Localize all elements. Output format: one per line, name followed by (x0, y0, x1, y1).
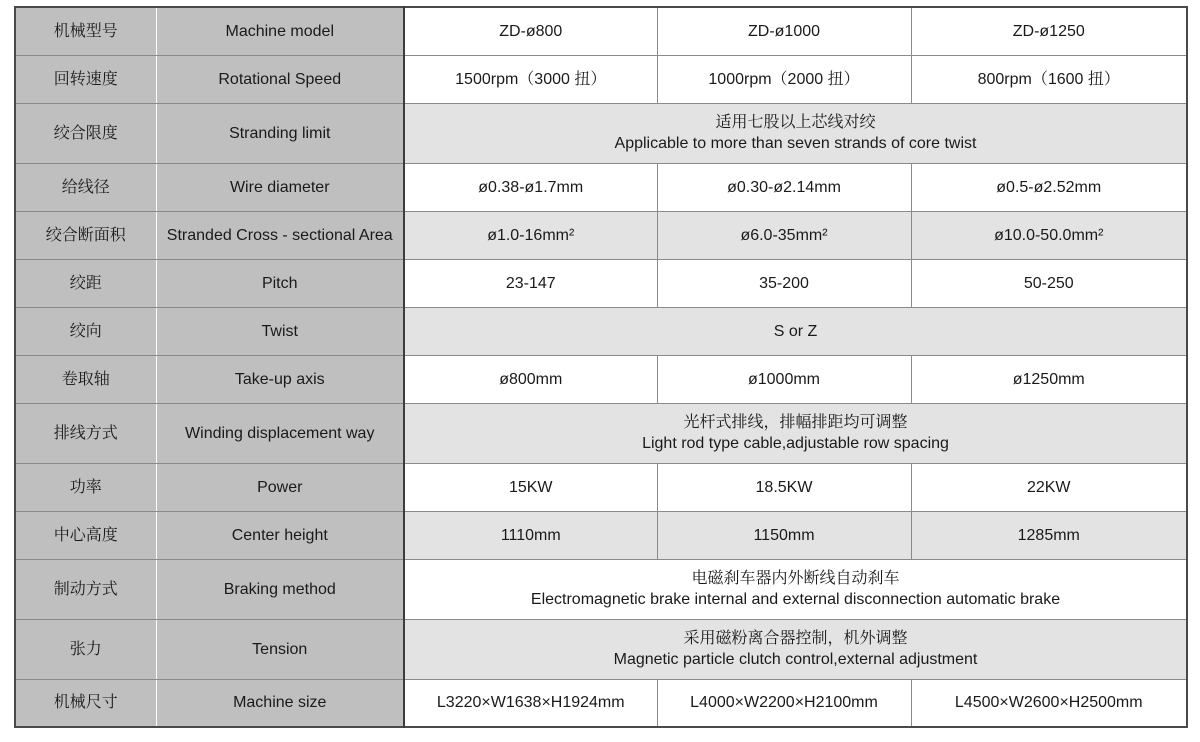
cell-value: 35-200 (657, 259, 911, 307)
row-label-en: Tension (156, 619, 404, 679)
row-label-zh: 绞距 (15, 259, 156, 307)
cell-value: 1110mm (404, 511, 657, 559)
cell-value: ZD-ø800 (404, 7, 657, 55)
merged-text-zh: 采用磁粉离合器控制，机外调整 (683, 630, 908, 647)
row-label-en: Stranding limit (156, 103, 404, 163)
cell-value: 22KW (911, 463, 1187, 511)
row-label-en: Center height (156, 511, 404, 559)
row-label-zh: 中心高度 (15, 511, 156, 559)
row-label-zh: 给线径 (15, 163, 156, 211)
cell-value: ø1.0-16mm² (404, 211, 657, 259)
cell-value: 1150mm (657, 511, 911, 559)
table-row (15, 511, 1187, 559)
row-label-en: Braking method (156, 559, 404, 619)
cell-value: ø10.0-50.0mm² (911, 211, 1187, 259)
cell-value: ø1250mm (911, 355, 1187, 403)
merged-text-zh: 光杆式排线，排幅排距均可调整 (683, 414, 908, 431)
row-label-zh: 回转速度 (15, 55, 156, 103)
cell-value: ø0.5-ø2.52mm (911, 163, 1187, 211)
cell-value: ø0.38-ø1.7mm (404, 163, 657, 211)
cell-value: L3220×W1638×H1924mm (404, 679, 657, 727)
cell-value: ø0.30-ø2.14mm (657, 163, 911, 211)
merged-cell (404, 559, 1187, 619)
merged-cell: S or Z (404, 307, 1187, 355)
cell-value: 1000rpm（2000 扭） (657, 55, 911, 103)
cell-value: ZD-ø1250 (911, 7, 1187, 55)
cell-value: 1285mm (911, 511, 1187, 559)
table-row (15, 355, 1187, 403)
cell-value: ø800mm (404, 355, 657, 403)
table-row (15, 163, 1187, 211)
merged-cell (404, 403, 1187, 463)
row-label-zh: 卷取轴 (15, 355, 156, 403)
cell-value: L4000×W2200×H2100mm (657, 679, 911, 727)
row-label-zh: 制动方式 (15, 559, 156, 619)
table-row (15, 679, 1187, 727)
cell-value: 50-250 (911, 259, 1187, 307)
merged-text-en: Magnetic particle clutch control,external adjustment (613, 651, 978, 668)
table-row (15, 403, 1187, 463)
row-label-en: Pitch (156, 259, 404, 307)
spec-table (14, 6, 1188, 728)
row-label-en: Winding displacement way (156, 403, 404, 463)
cell-value: 15KW (404, 463, 657, 511)
spec-table-body (15, 7, 1187, 727)
merged-text-zh: 适用七股以上芯线对绞 (715, 114, 876, 131)
table-row (15, 559, 1187, 619)
table-row (15, 307, 1187, 355)
row-label-zh: 绞向 (15, 307, 156, 355)
row-label-zh: 张力 (15, 619, 156, 679)
row-label-zh: 机械型号 (15, 7, 156, 55)
row-label-en: Machine model (156, 7, 404, 55)
cell-value: ø6.0-35mm² (657, 211, 911, 259)
row-label-en: Stranded Cross - sectional Area (156, 211, 404, 259)
merged-text-zh: 电磁刹车器内外断线自动刹车 (691, 570, 900, 587)
cell-value: 1500rpm（3000 扭） (404, 55, 657, 103)
table-row (15, 211, 1187, 259)
row-label-zh: 绞合断面积 (15, 211, 156, 259)
table-row (15, 619, 1187, 679)
cell-value: ZD-ø1000 (657, 7, 911, 55)
merged-cell (404, 619, 1187, 679)
table-row (15, 55, 1187, 103)
cell-value: 800rpm（1600 扭） (911, 55, 1187, 103)
cell-value: 18.5KW (657, 463, 911, 511)
cell-value: ø1000mm (657, 355, 911, 403)
merged-cell (404, 103, 1187, 163)
merged-text-en: Light rod type cable,adjustable row spacing (642, 435, 949, 452)
cell-value: L4500×W2600×H2500mm (911, 679, 1187, 727)
table-row (15, 7, 1187, 55)
row-label-en: Wire diameter (156, 163, 404, 211)
row-label-en: Rotational Speed (156, 55, 404, 103)
row-label-zh: 机械尺寸 (15, 679, 156, 727)
table-row (15, 103, 1187, 163)
row-label-en: Machine size (156, 679, 404, 727)
row-label-en: Take-up axis (156, 355, 404, 403)
row-label-en: Twist (156, 307, 404, 355)
table-row (15, 463, 1187, 511)
merged-text-en: Electromagnetic brake internal and external disconnection automatic brake (530, 591, 1061, 608)
merged-text-en: Applicable to more than seven strands of core twist (614, 135, 977, 152)
row-label-zh: 排线方式 (15, 403, 156, 463)
cell-value: 23-147 (404, 259, 657, 307)
row-label-en: Power (156, 463, 404, 511)
table-row (15, 259, 1187, 307)
row-label-zh: 绞合限度 (15, 103, 156, 163)
row-label-zh: 功率 (15, 463, 156, 511)
